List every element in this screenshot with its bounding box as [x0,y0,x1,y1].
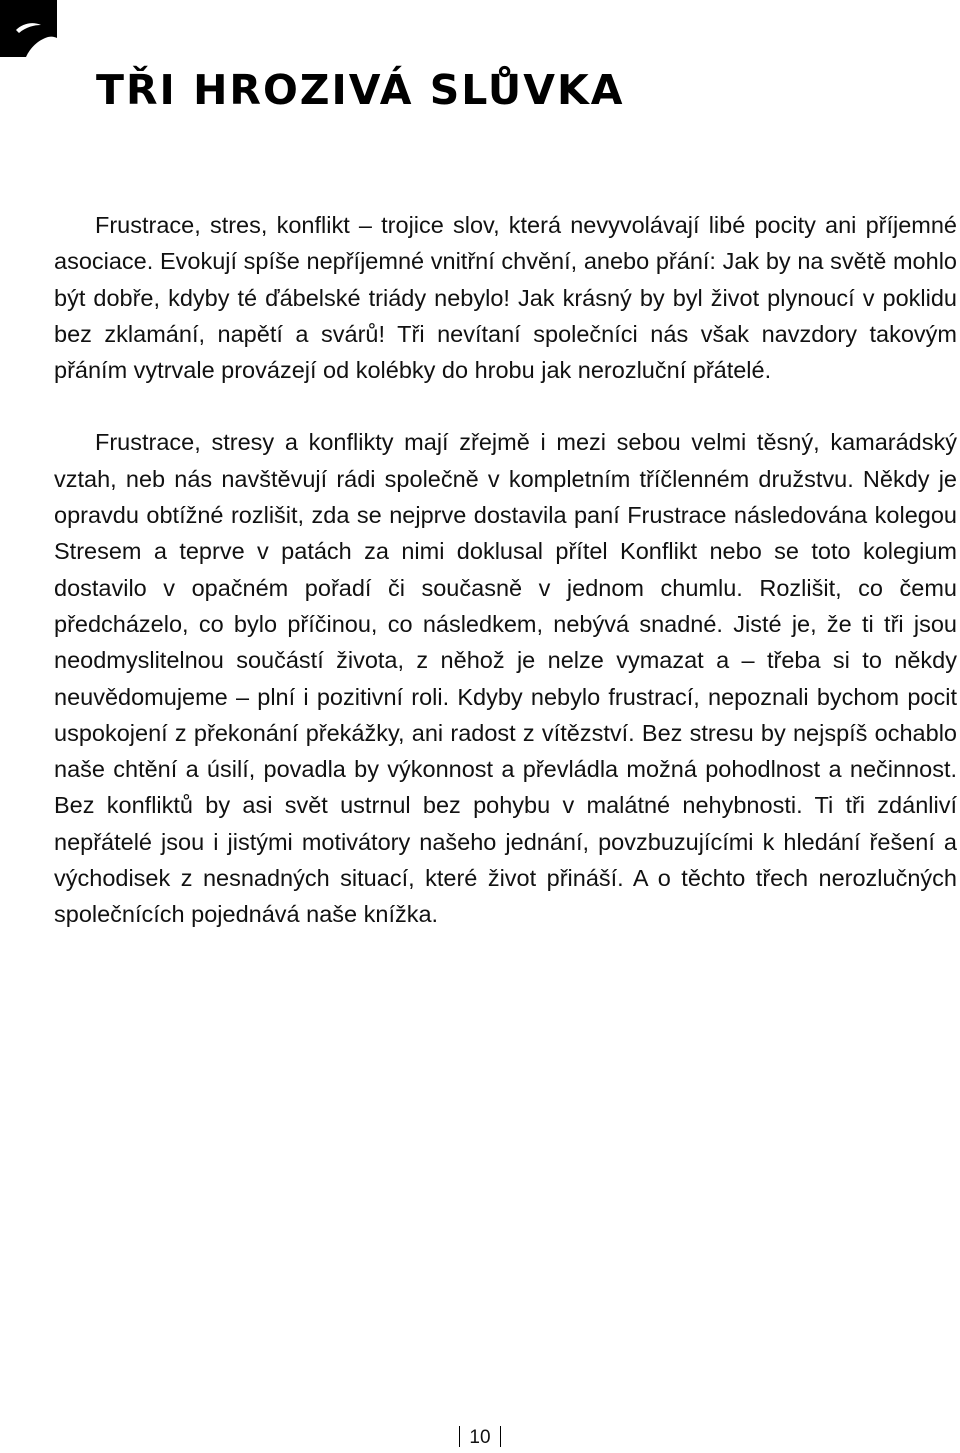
paragraph-2: Frustrace, stresy a konflikty mají zřejmě i mezi sebou velmi těsný, kamarádský vztah, neb nás navštěvují rádi společně v kompletním tříčlenném družstvu. Někdy je opravdu obtížné rozlišit, zda se nejprve dostavila paní Frustrace následována kolegou Stresem a teprve v patách za nimi doklusal přítel Konflikt nebo se toto kolegium dostavilo v opačném pořadí či současně v jednom chumlu. Rozlišit, co čemu předcházelo, co bylo příčinou, co následkem, nebývá snadné. Jisté je, že ti tři jsou neodmyslitelnou součástí života, z něhož je nelze vymazat a – třeba si to někdy neuvědomujeme – plní i pozitivní roli. Kdyby nebylo frustrací, nepoznali bychom pocit uspokojení z překonání překážky, ani radost z vítězství. Bez stresu by nejspíš ochablo naše chtění a úsilí, povadla by výkonnost a převládla možná pohodlnost a nečinnost. Bez konfliktů by asi svět ustrnul bez pohybu v malátné nehybnosti. Ti tři zdánliví nepřátelé jsou i jistými motivátory našeho jednání, povzbuzujícími k hledání řešení a východisek z nesnadných situací, které život přináší. A o těchto třech nerozlučných společnících pojednává naše knížka. [54,429,957,928]
chapter-title: TŘI HROZIVÁ SLŮVKA [96,66,625,114]
paragraph-1: Frustrace, stres, konflikt – trojice slov, která nevyvolávají libé pocity ani příjemné asociace. Evokují spíše nepříjemné vnitřní chvění, anebo přání: Jak by na světě mohlo být dobře, kdyby té ďábelské triády nebylo! Jak krásný by byl život plynoucí v poklidu bez zklamání, napětí a svárů! Tři nevítaní společníci nás však navzdory takovým přáním vytrvale provázejí od kolébky do hrobu jak nerozluční přátelé. [54,212,957,384]
chapter-body [54,207,957,933]
page-number-footer [0,1426,960,1450]
page-number: 10 [469,1427,491,1448]
page-number-divider-left [459,1426,460,1447]
page-number-divider-right [500,1426,501,1447]
chapter-corner-mark-icon [0,0,57,57]
